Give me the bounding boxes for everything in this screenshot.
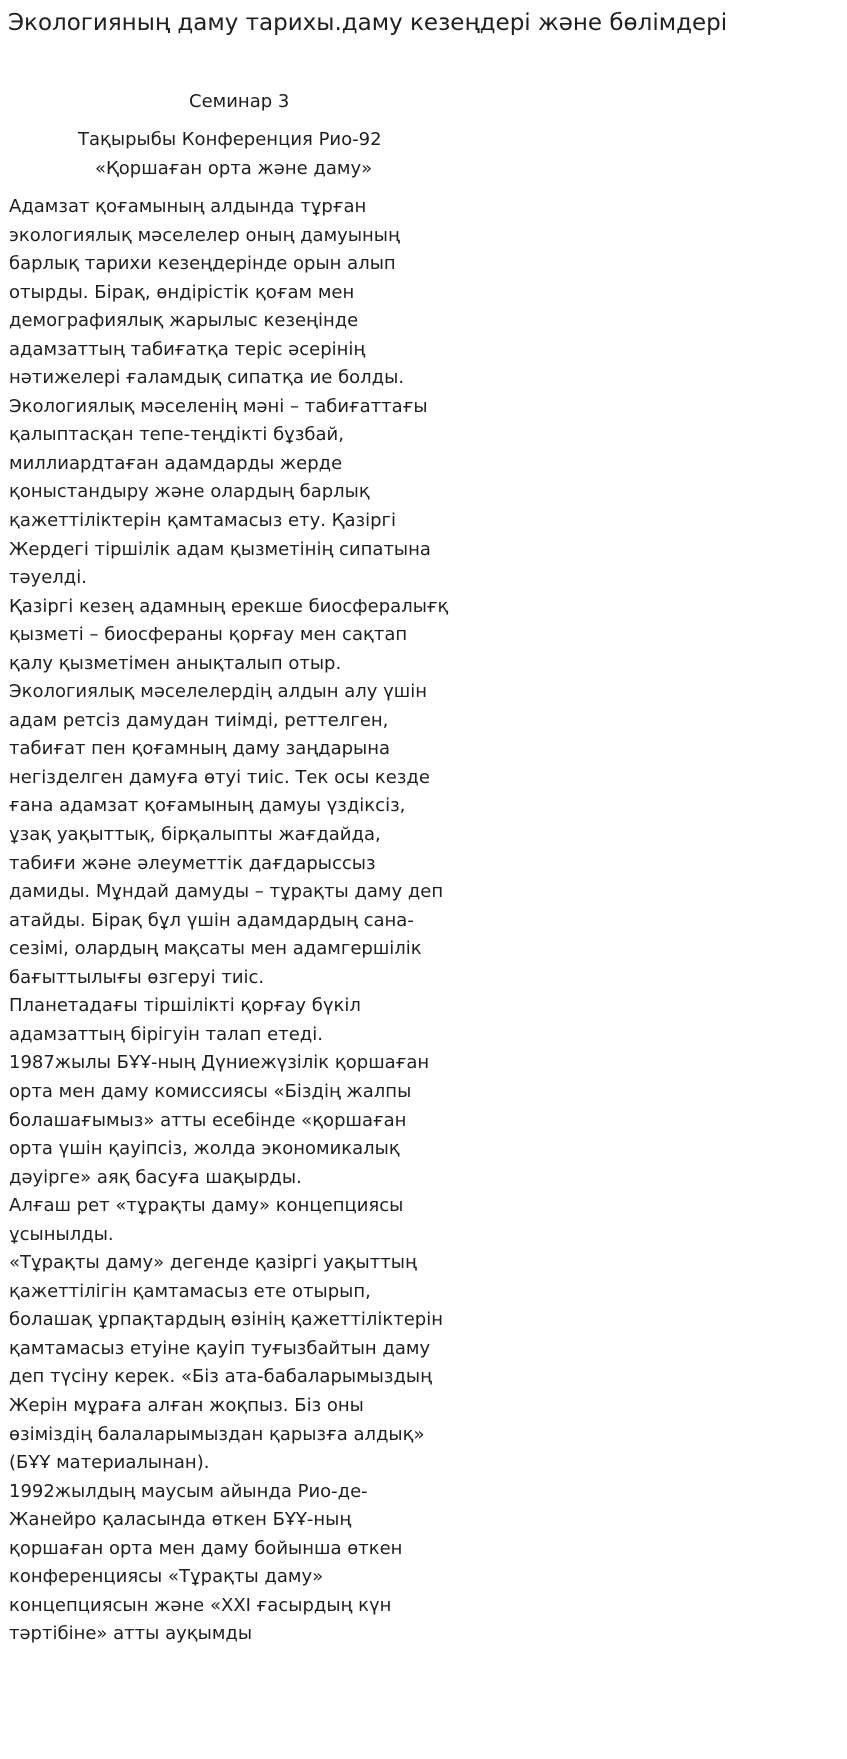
body-text-line: экологиялық мәселелер оның дамуының <box>9 224 400 246</box>
body-text-line: Экологиялық мәселелердің алдын алу үшін <box>9 681 428 703</box>
body-text-line: орта үшін қауіпсіз, жолда экономикалық <box>9 1138 400 1160</box>
body-text-line: қоршаған орта мен даму бойынша өткен <box>9 1537 403 1559</box>
body-text-line: болашағымыз» атты есебінде «қоршаған <box>9 1109 407 1131</box>
body-text-line: өзіміздің балаларымыздан қарызға алдық» <box>9 1423 425 1445</box>
body-text-line: миллиардтаған адамдарды жерде <box>9 452 343 474</box>
body-text-line: деп түсіну керек. «Біз ата-бабаларымыздың <box>9 1366 432 1388</box>
body-text-line: қажеттілігін қамтамасыз ете отырып, <box>9 1280 371 1302</box>
body-text-line: 1992жылдың маусым айында Рио-де- <box>9 1480 368 1502</box>
body-text-line: Алғаш рет «тұрақты даму» концепциясы <box>9 1195 404 1217</box>
body-text-line: қалыптасқан тепе-теңдікті бұзбай, <box>9 424 344 446</box>
body-text-line: демографиялық жарылыс кезеңінде <box>9 310 359 332</box>
body-text-line: 1987жылы БҰҰ-ның Дүниежүзілік қоршаған <box>9 1052 430 1074</box>
body-text-line: қалу қызметімен анықталып отыр. <box>9 652 342 674</box>
body-text-line: адамзаттың табиғатқа теріс әсерінің <box>9 338 366 360</box>
body-text-line: Жерін мұраға алған жоқпыз. Біз оны <box>9 1394 364 1416</box>
seminar-label: Семинар 3 <box>189 91 290 112</box>
body-text-line: ұсынылды. <box>9 1223 114 1245</box>
body-text-line: табиғи және әлеуметтік дағдарыссыз <box>9 852 376 874</box>
body-text-line: тәртібіне» атты ауқымды <box>9 1623 253 1645</box>
body-text-line: «Тұрақты даму» дегенде қазіргі уақыттың <box>9 1252 417 1274</box>
body-text <box>9 193 509 1649</box>
topic-subtitle: «Қоршаған орта және даму» <box>95 158 373 179</box>
body-text-line: ұзақ уақыттық, бірқалыпты жағдайда, <box>9 824 381 846</box>
body-text-line: Адамзат қоғамының алдында тұрған <box>9 196 367 217</box>
body-text-line: нәтижелері ғаламдық сипатқа ие болды. <box>9 367 405 389</box>
body-text-line: ғана адамзат қоғамының дамуы үздіксіз, <box>9 795 406 817</box>
body-text-line: Жердегі тіршілік адам қызметінің сипатына <box>9 538 431 560</box>
body-text-line: қамтамасыз етуіне қауіп туғызбайтын даму <box>9 1337 431 1359</box>
body-text-line: Планетадағы тіршілікті қорғау бүкіл <box>9 995 361 1017</box>
body-text-line: конференциясы «Тұрақты даму» <box>9 1566 324 1588</box>
page-title: Экологияның даму тарихы.даму кезеңдері және бөлімдері <box>8 10 728 36</box>
body-text-line: адам ретсіз дамудан тиімді, реттелген, <box>9 709 389 731</box>
body-text-line: табиғат пен қоғамның даму заңдарына <box>9 738 391 760</box>
body-text-line: қоныстандыру және олардың барлық <box>9 481 370 503</box>
body-text-line: атайды. Бірақ бұл үшін адамдардың сана- <box>9 909 414 931</box>
body-text-line: Жанейро қаласында өткен БҰҰ-ның <box>9 1509 352 1531</box>
body-text-line: болашақ ұрпақтардың өзінің қажеттіліктерін <box>9 1309 443 1331</box>
body-text-line: Экологиялық мәселенің мәні – табиғаттағы <box>9 395 428 417</box>
body-text-line: қызметі – биосфераны қорғау мен сақтап <box>9 624 408 646</box>
body-text-line: тәуелді. <box>9 567 87 589</box>
body-text-line: барлық тарихи кезеңдерінде орын алып <box>9 253 396 275</box>
body-text-line: негізделген дамуға өтуі тиіс. Тек осы кезде <box>9 766 430 788</box>
body-text-line: дәуірге» аяқ басуға шақырды. <box>9 1166 302 1188</box>
body-text-line: дамиды. Мұндай дамуды – тұрақты даму деп <box>9 881 444 903</box>
body-text-line: адамзаттың бірігуін талап етеді. <box>9 1023 323 1045</box>
body-text-line: (БҰҰ материалынан). <box>9 1452 210 1474</box>
topic-heading: Тақырыбы Конференция Рио-92 <box>78 129 382 150</box>
body-text-line: қажеттіліктерін қамтамасыз ету. Қазіргі <box>9 510 396 532</box>
body-text-line: Қазіргі кезең адамның ерекше биосфералығқ <box>9 595 449 617</box>
body-text-line: отырды. Бірақ, өндірістік қоғам мен <box>9 281 355 303</box>
body-text-line: бағыттылығы өзгеруі тиіс. <box>9 966 265 988</box>
body-text-line: концепциясын және «XXI ғасырдың күн <box>9 1594 392 1616</box>
body-text-line: орта мен даму комиссиясы «Біздің жалпы <box>9 1080 412 1102</box>
body-text-line: сезімі, олардың мақсаты мен адамгершілік <box>9 938 422 960</box>
